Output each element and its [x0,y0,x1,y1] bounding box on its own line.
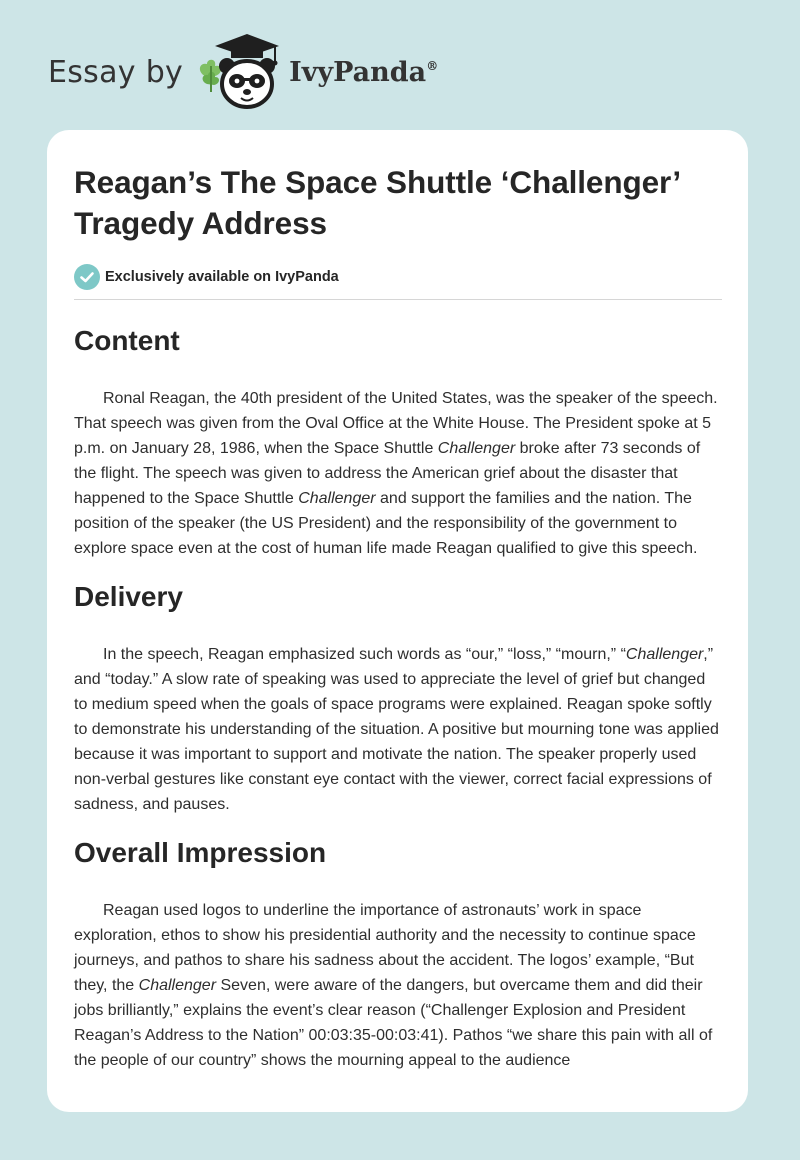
text-run: ,” and “today.” A slow rate of speaking was used to appreciate the level of grief but changed to medium speed when the goals of space programs were explained. Reagan spoke softly to demonstrate his understanding of the situation. A positive but mourning tone was applied because it was important to support and motivate the nation. The speaker properly used non-verbal gestures like constant eye contact with the viewer, correct facial expressions of sadness, and pauses. [74,646,719,813]
text-run: Ronal Reagan, the 40th president of the United States, was the speaker of the speech. That speech was given from the Oval Office at the White House. The President spoke at 5 p.m. on January 28, 1986, when the Space Shuttle [74,390,718,457]
italic-text: Challenger [437,440,516,457]
text-run: In the speech, Reagan emphasized such words as “our,” “loss,” “mourn,” “ [103,646,626,663]
text-run: Seven, were aware of the dangers, but overcame them and did their jobs brilliantly,” explains the event’s clear reason (“Challenger Explosion and President Reagan’s Address to the Nation” 00:03:35-00:03:41). Pathos “we share this pain with all of the people of our country” shows the mourning appeal to the audience [74,977,713,1069]
section-delivery [74,579,722,817]
panda-logo-icon[interactable] [195,32,287,112]
italic-text: Challenger [625,646,704,663]
italic-text: Challenger [298,490,376,507]
section-content [74,323,722,561]
check-circle-icon [74,264,100,290]
essay-card [47,130,748,1112]
exclusive-badge [74,264,722,290]
brand-header [48,32,438,112]
essay-title: Reagan’s The Space Shuttle ‘Challenger’ Tragedy Address [74,164,680,241]
brand-name: IvyPanda® [289,56,439,88]
brand-prefix: Essay by [48,54,184,90]
exclusive-badge-label: Exclusively available on IvyPanda [105,269,339,285]
title-divider [74,299,722,300]
section-paragraph [74,898,722,1073]
italic-text: Challenger [138,977,217,994]
section-heading: Delivery [74,581,183,612]
text-run: broke after 73 seconds of the flight. The speech was given to address the American grief about the disaster that happened to the Space Shuttle [74,440,701,507]
text-run: and support the families and the nation. The position of the speaker (the US President) and the responsibility of the government to explore space even at the cost of human life made Reagan qualified to give this speech. [74,490,698,557]
section-overall-impression [74,835,722,1073]
section-paragraph [74,386,722,561]
text-run: Reagan used logos to underline the importance of astronauts’ work in space exploration, ethos to show his presidential authority and the necessity to continue space journeys, and pathos to share his sadness about the accident. The logos’ example, “But they, the [74,902,696,994]
section-heading: Content [74,325,180,356]
section-paragraph [74,642,722,817]
section-heading: Overall Impression [74,837,327,868]
